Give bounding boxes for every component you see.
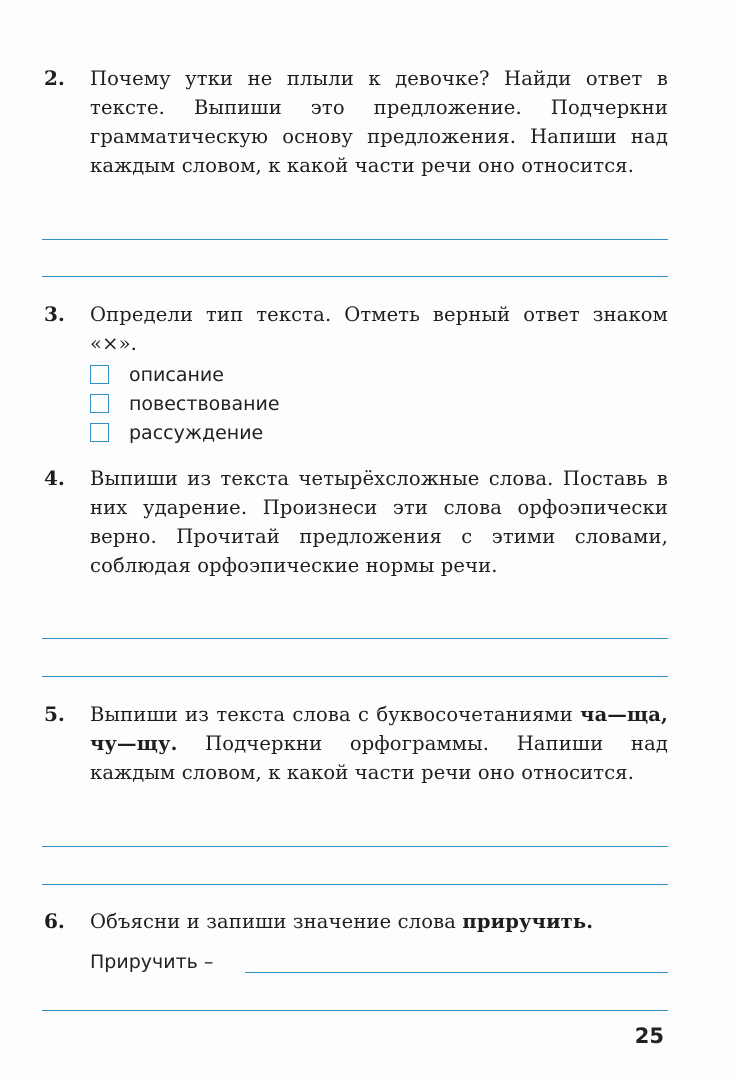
answer-line[interactable] (245, 972, 668, 973)
option-label: рассуждение (129, 421, 264, 444)
task-2 (44, 64, 668, 180)
checkbox[interactable] (90, 394, 109, 413)
task-text (90, 700, 668, 787)
checkbox[interactable] (90, 365, 109, 384)
answer-line[interactable] (42, 1010, 668, 1011)
task-text (90, 907, 668, 936)
answer-line[interactable] (42, 638, 668, 639)
task-number: 5. (44, 702, 65, 726)
task-3 (44, 300, 668, 358)
option-label: описание (129, 363, 224, 386)
task-text-before: Объясни и запиши значение слова (90, 910, 463, 933)
task-number: 2. (44, 66, 65, 90)
task-6 (44, 907, 668, 936)
task-text-before: Выпиши из текста слова с буквосочетаниями (90, 703, 581, 726)
option-label: повествование (129, 392, 280, 415)
definition-row (90, 948, 668, 978)
key-word: приручить. (462, 910, 594, 933)
answer-line[interactable] (42, 846, 668, 847)
answer-line[interactable] (42, 239, 668, 240)
answer-options (90, 360, 280, 447)
answer-line[interactable] (42, 676, 668, 677)
answer-line[interactable] (42, 884, 668, 885)
task-4 (44, 464, 668, 580)
task-text: Выпиши из текста четырёхсложные слова. Поставь в них ударение. Произнеси эти слова орфоэпически верно. Прочитай предложения с этими словами, соблюдая орфоэпические нормы речи. (90, 467, 668, 577)
checkbox[interactable] (90, 423, 109, 442)
task-number: 3. (44, 302, 65, 326)
task-5 (44, 700, 668, 787)
letter-combinations: ча—ща, чу—щу. (90, 703, 668, 755)
task-text: Почему утки не плыли к девочке? Найди ответ в тексте. Выпиши это предложение. Подчеркни грамматическую основу предложения. Напиши над каждым словом, к какой части речи оно относится. (90, 67, 668, 177)
answer-line[interactable] (42, 276, 668, 277)
task-number: 4. (44, 466, 65, 490)
option-description[interactable] (90, 360, 280, 389)
task-text: Определи тип текста. Отметь верный ответ знаком «×». (90, 303, 668, 355)
option-narration[interactable] (90, 389, 280, 418)
task-number: 6. (44, 909, 65, 933)
page-number: 25 (634, 1024, 664, 1048)
option-reasoning[interactable] (90, 418, 280, 447)
task-text-after: Подчеркни орфограммы. Напиши над каждым словом, к какой части речи оно относится. (90, 732, 668, 784)
definition-label: Приручить – (90, 951, 214, 973)
